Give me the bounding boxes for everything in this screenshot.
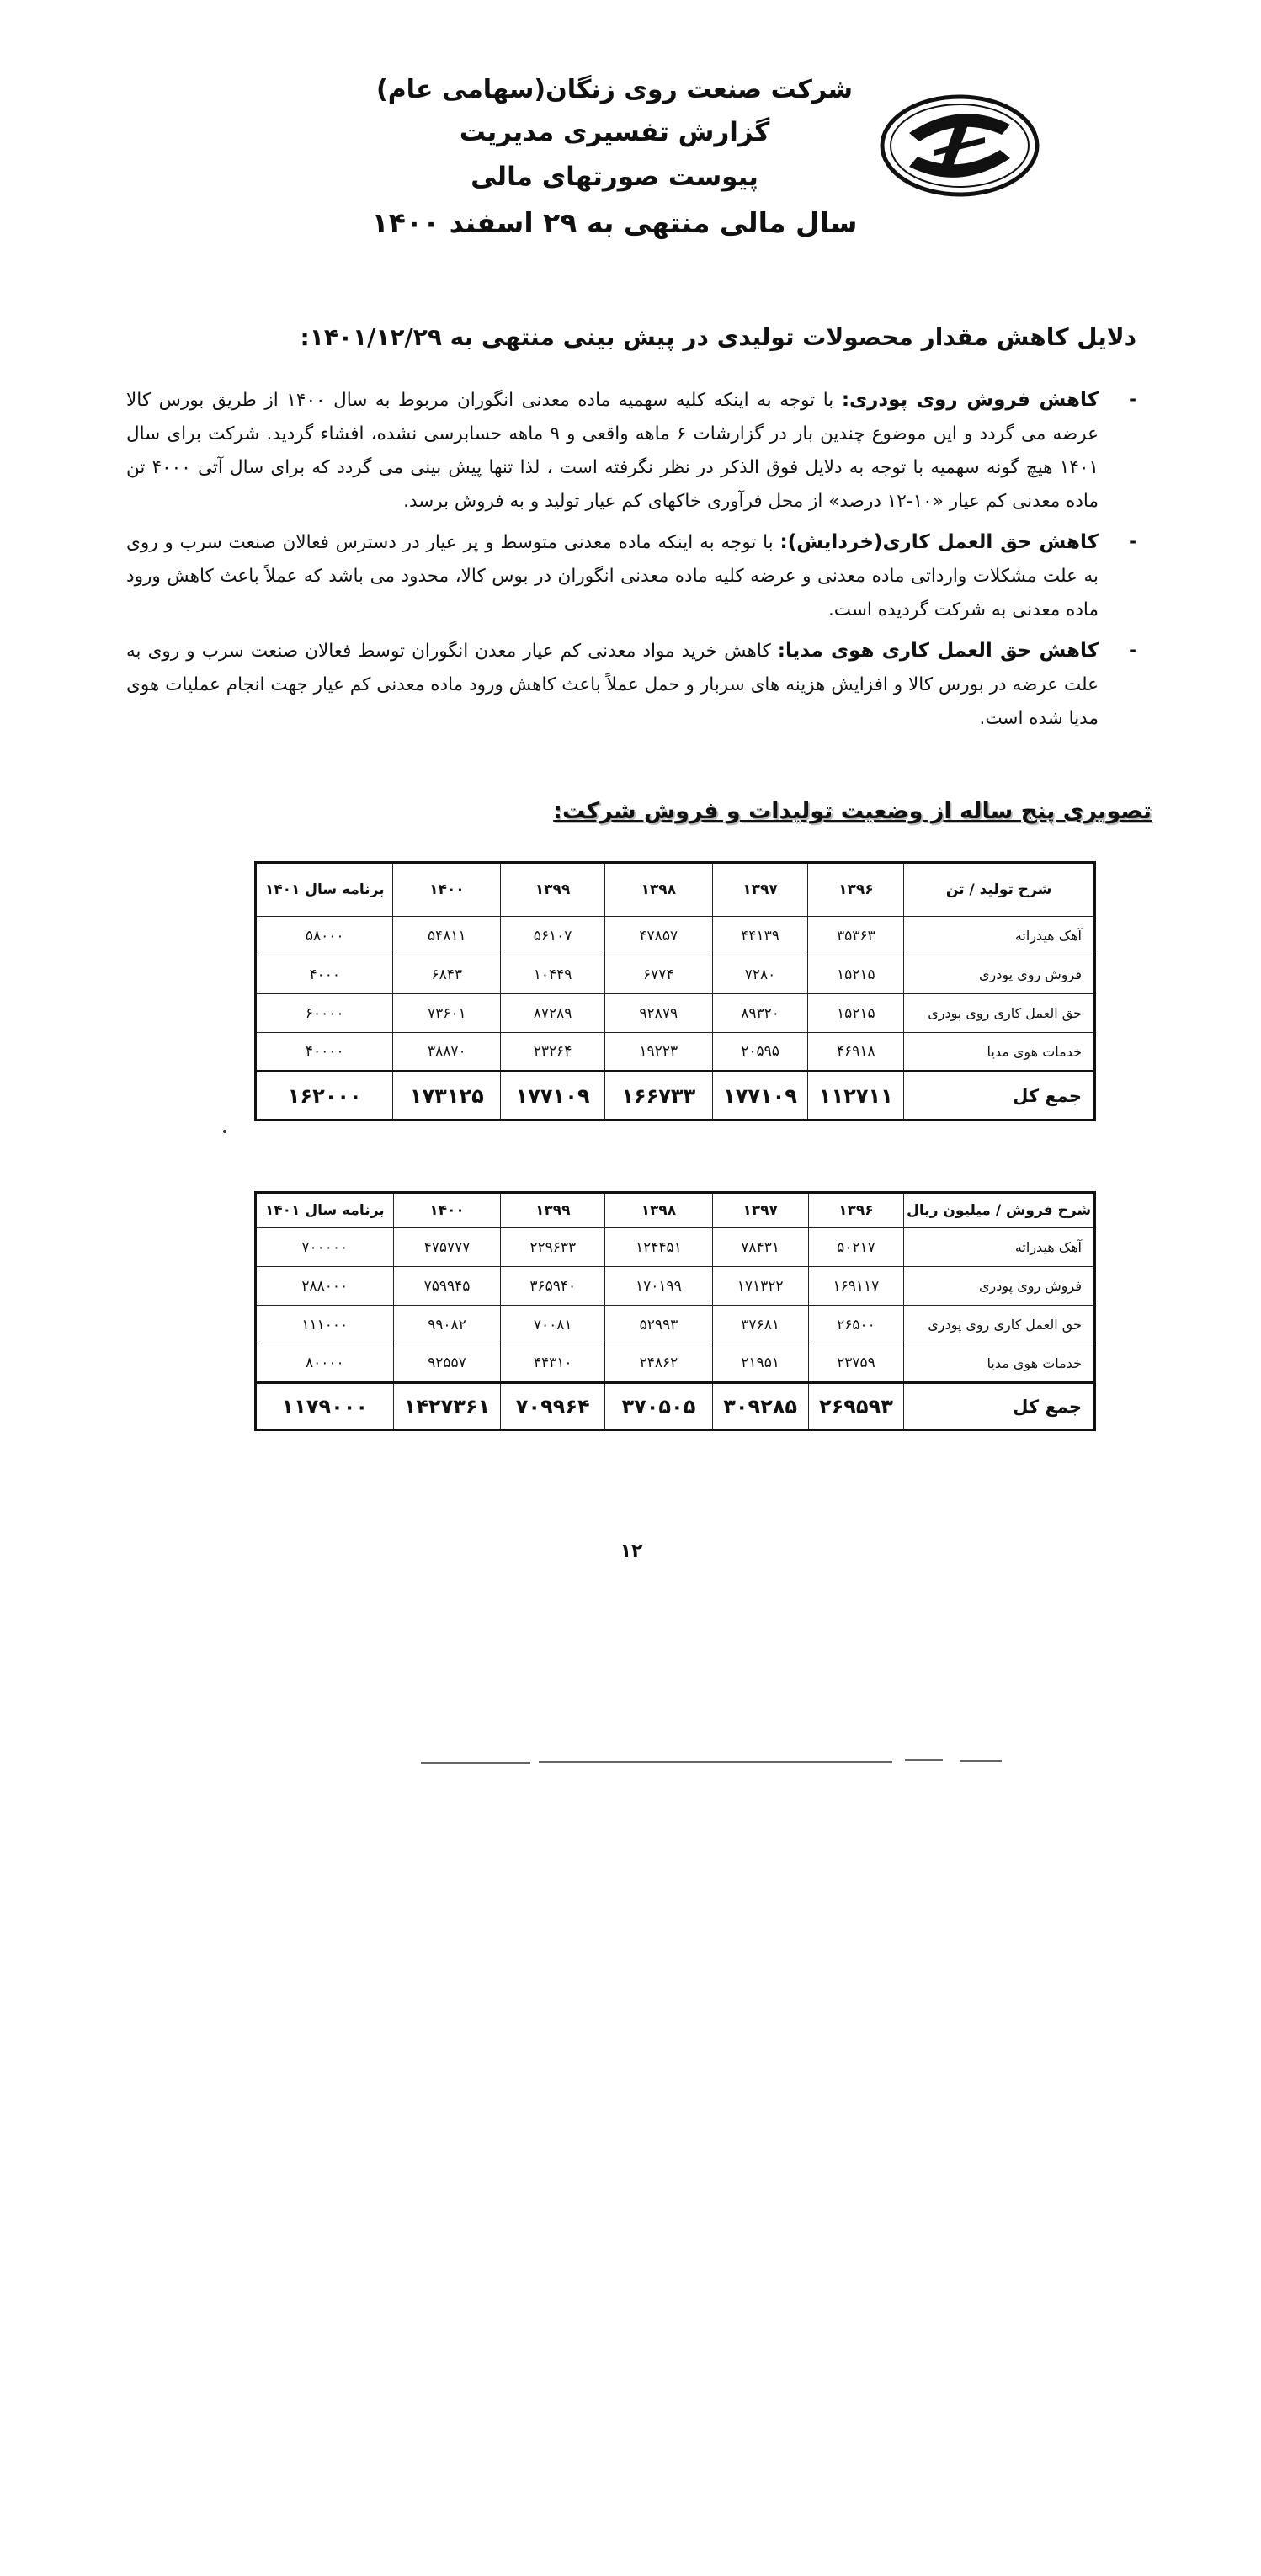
row-label: فروش روی پودری [904,1267,1095,1306]
table-row [256,955,1095,994]
table-cell: ۸۹۳۲۰ [712,994,808,1033]
table-cell: ۲۳۲۶۴ [501,1033,605,1072]
row-label: فروش روی پودری [904,955,1095,994]
table-cell: ۱۷۳۱۲۵ [393,1072,501,1120]
table-cell: ۴۴۳۱۰ [501,1344,605,1383]
table-cell: ۳۶۵۹۴۰ [501,1267,605,1306]
table-cell: ۲۲۹۶۳۳ [501,1228,605,1267]
table-cell: ۱۶۶۷۳۳ [604,1072,712,1120]
table-cell: ۹۲۵۵۷ [393,1344,501,1383]
column-header: ۱۳۹۹ [501,863,605,917]
table-cell: ۵۸۰۰۰ [256,917,393,955]
table-total-row [256,1072,1095,1120]
table-cell: ۷۰۰۸۱ [501,1306,605,1344]
table-cell: ۱۷۷۱۰۹ [712,1072,808,1120]
list-item [126,525,1136,627]
row-label: حق العمل کاری روی پودری [904,1306,1095,1344]
table-cell: ۵۴۸۱۱ [393,917,501,955]
summary-title: تصویری پنج ساله از وضعیت تولیدات و فروش شرکت: [553,798,1152,824]
list-item-lead: کاهش حق العمل کاری هوی مدیا: [777,640,1099,662]
production-table [254,861,1096,1121]
table-header-row [256,863,1095,917]
table-cell: ۱۹۲۲۳ [604,1033,712,1072]
table-cell: ۱۷۱۳۲۲ [712,1267,808,1306]
table-cell: ۱۵۲۱۵ [808,994,904,1033]
column-header: برنامه سال ۱۴۰۱ [256,1193,394,1228]
row-label: خدمات هوی مدیا [904,1033,1095,1072]
column-header: ۱۳۹۶ [808,1193,904,1228]
table-cell: ۱۷۰۱۹۹ [605,1267,713,1306]
table-cell: ۱۵۲۱۵ [808,955,904,994]
table-cell: ۱۷۷۱۰۹ [501,1072,605,1120]
sales-table [254,1191,1096,1431]
table-cell: ۱۱۷۹۰۰۰ [256,1383,394,1430]
table-cell: ۱۶۲۰۰۰ [256,1072,393,1120]
table-cell: ۳۸۸۷۰ [393,1033,501,1072]
table-cell: ۷۵۹۹۴۵ [393,1267,501,1306]
section-heading: دلایل کاهش مقدار محصولات تولیدی در پیش بینی منتهی به ۱۴۰۱/۱۲/۲۹: [300,323,1136,351]
column-header: برنامه سال ۱۴۰۱ [256,863,393,917]
table-cell: ۶۰۰۰۰ [256,994,393,1033]
column-header: شرح فروش / میلیون ریال [904,1193,1095,1228]
list-item [126,383,1136,519]
table-row [256,1228,1095,1267]
list-item-text: کاهش خرید مواد معدنی کم عیار معدن انگوران توسط فعالان صنعت سرب و روی به علت عرضه در بورس کالا و افزایش هزینه های سربار و حمل عملاً باعث کاهش ورود ماده معدنی کم عیار جهت انجام عملیات هوی مدیا شده است. [126,641,1099,729]
column-header: ۱۴۰۰ [393,1193,501,1228]
column-header: ۱۳۹۸ [605,1193,713,1228]
table-cell: ۱۲۴۴۵۱ [605,1228,713,1267]
column-header: ۱۴۰۰ [393,863,501,917]
company-logo-icon [875,91,1044,200]
table-cell: ۳۵۳۶۳ [808,917,904,955]
table-row [256,994,1095,1033]
table-cell: ۲۶۵۰۰ [808,1306,904,1344]
row-label: جمع کل [904,1383,1095,1430]
table-row [256,917,1095,955]
row-label: حق العمل کاری روی پودری [904,994,1095,1033]
table-cell: ۸۷۲۸۹ [501,994,605,1033]
table-cell: ۱۶۹۱۱۷ [808,1267,904,1306]
table-cell: ۵۲۹۹۳ [605,1306,713,1344]
bullet-dash-icon: - [1129,389,1136,410]
bullet-dash-icon: - [1129,531,1136,552]
company-name: شرکت صنعت روی زنگان(سهامی عام) [375,75,853,104]
table-cell: ۹۲۸۷۹ [604,994,712,1033]
table-cell: ۴۷۵۷۷۷ [393,1228,501,1267]
table-cell: ۲۱۹۵۱ [712,1344,808,1383]
list-item-lead: کاهش فروش روی پودری: [841,389,1099,411]
table-cell: ۳۷۶۸۱ [712,1306,808,1344]
table-total-row [256,1383,1095,1430]
row-label: خدمات هوی مدیا [904,1344,1095,1383]
column-header: ۱۳۹۶ [808,863,904,917]
list-item [126,634,1136,736]
table-cell: ۲۶۹۵۹۳ [808,1383,904,1430]
table-cell: ۱۰۴۴۹ [501,955,605,994]
table-cell: ۳۰۹۲۸۵ [712,1383,808,1430]
report-title: گزارش تفسیری مدیریت [459,117,770,147]
reasons-list [126,383,1136,742]
table-cell: ۷۳۶۰۱ [393,994,501,1033]
list-item-text: با توجه به اینکه ماده معدنی متوسط و پر عیار در دسترس فعالان صنعت سرب و روی به علت مشکلات وارداتی ماده معدنی و عرضه کلیه ماده معدنی انگوران در بوس کالا، محدود می باشد که عملاً باعث کاهش ورود ماده معدنی به شرکت گردیده است. [126,532,1099,620]
table-cell: ۷۸۴۳۱ [712,1228,808,1267]
table-cell: ۵۰۲۱۷ [808,1228,904,1267]
table-cell: ۷۲۸۰ [712,955,808,994]
column-header: ۱۳۹۷ [712,863,808,917]
column-header: ۱۳۹۹ [501,1193,605,1228]
column-header: ۱۳۹۷ [712,1193,808,1228]
table-cell: ۴۰۰۰۰ [256,1033,393,1072]
table-cell: ۳۷۰۵۰۵ [605,1383,713,1430]
list-item-lead: کاهش حق العمل کاری(خردایش): [779,531,1099,553]
table-cell: ۸۰۰۰۰ [256,1344,394,1383]
column-header: شرح تولید / تن [904,863,1095,917]
stray-dot [223,1130,226,1133]
table-cell: ۶۸۴۳ [393,955,501,994]
table-row [256,1267,1095,1306]
page-number: ۱۲ [620,1541,643,1562]
table-cell: ۲۰۵۹۵ [712,1033,808,1072]
row-label: آهک هیدراته [904,1228,1095,1267]
fiscal-period: سال مالی منتهی به ۲۹ اسفند ۱۴۰۰ [371,206,858,239]
table-row [256,1033,1095,1072]
table-row [256,1344,1095,1383]
column-header: ۱۳۹۸ [604,863,712,917]
table-cell: ۶۷۷۴ [604,955,712,994]
report-subtitle: پیوست صورتهای مالی [471,162,758,192]
bullet-dash-icon: - [1129,640,1136,661]
table-cell: ۴۷۸۵۷ [604,917,712,955]
table-cell: ۱۱۲۷۱۱ [808,1072,904,1120]
footer-rule [421,1758,1010,1766]
row-label: جمع کل [904,1072,1095,1120]
table-cell: ۴۴۱۳۹ [712,917,808,955]
table-row [256,1306,1095,1344]
table-cell: ۲۳۷۵۹ [808,1344,904,1383]
table-cell: ۵۶۱۰۷ [501,917,605,955]
list-item-text: با توجه به اینکه کلیه سهمیه ماده معدنی انگوران مربوط به سال ۱۴۰۰ از طریق بورس کالا عرضه می گردد و این موضوع چندین بار در گزارشات ۶ ماهه واقعی و ۹ ماهه حسابرسی نشده، افشاء گردید. شرکت برای سال ۱۴۰۱ هیچ گونه سهمیه با توجه به دلایل فوق الذکر در نظر نگرفته است ، لذا تنها پیش بینی می گردد که برای سال آتی ۴۰۰۰ تن ماده معدنی کم عیار «۱۰-۱۲ درصد» از محل فرآوری خاکهای کم عیار تولید و به فروش برسد. [126,390,1099,512]
row-label: آهک هیدراته [904,917,1095,955]
table-cell: ۲۴۸۶۲ [605,1344,713,1383]
table-cell: ۲۸۸۰۰۰ [256,1267,394,1306]
table-cell: ۴۶۹۱۸ [808,1033,904,1072]
table-cell: ۹۹۰۸۲ [393,1306,501,1344]
document-header [362,77,867,237]
table-cell: ۴۰۰۰ [256,955,393,994]
table-cell: ۱۱۱۰۰۰ [256,1306,394,1344]
table-cell: ۱۴۲۷۳۶۱ [393,1383,501,1430]
table-cell: ۷۰۹۹۶۴ [501,1383,605,1430]
table-cell: ۷۰۰۰۰۰ [256,1228,394,1267]
table-header-row [256,1193,1095,1228]
